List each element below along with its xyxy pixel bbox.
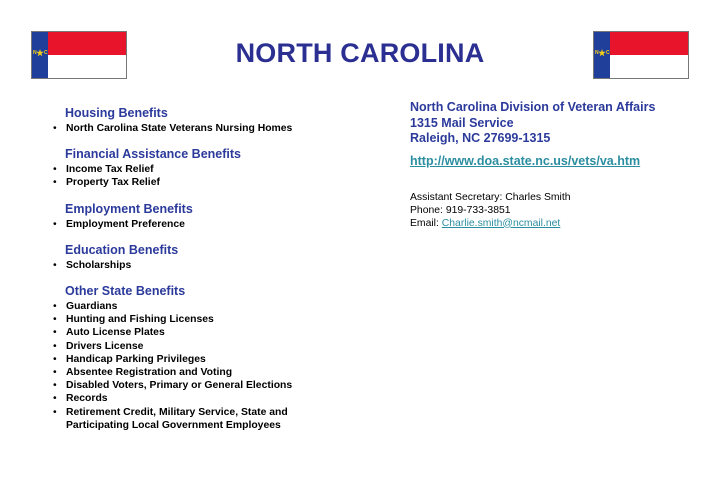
email-row (410, 217, 710, 230)
benefit-items (52, 300, 342, 432)
email-label: Email: (410, 217, 442, 229)
section-heading: Financial Assistance Benefits (65, 147, 241, 162)
contact-details (410, 191, 710, 230)
page-title: NORTH CAROLINA (235, 38, 485, 68)
benefit-item: • Records (52, 392, 342, 405)
benefit-item: • North Carolina State Veterans Nursing Homes (52, 122, 342, 135)
flag-red-stripe (610, 32, 688, 55)
benefit-section (52, 243, 342, 272)
benefit-item: • Drivers License (52, 340, 342, 353)
phone-number: Phone: 919-733-3851 (410, 204, 511, 216)
benefit-item: • Auto License Plates (52, 326, 342, 339)
secretary-name: Assistant Secretary: Charles Smith (410, 191, 571, 203)
benefit-item: • Absentee Registration and Voting (52, 366, 342, 379)
flag-letter-c: C (606, 50, 610, 56)
section-heading: Employment Benefits (65, 201, 193, 216)
benefit-item: • Disabled Voters, Primary or General Elections (52, 379, 342, 392)
benefit-section (52, 147, 342, 189)
office-name: North Carolina Division of Veteran Affairs (410, 100, 656, 114)
benefit-item: • Handicap Parking Privileges (52, 353, 342, 366)
flag-white-stripe (610, 55, 688, 78)
office-address-line2: Raleigh, NC 27699-1315 (410, 131, 551, 145)
benefit-item: • Hunting and Fishing Licenses (52, 313, 342, 326)
benefit-section (52, 202, 342, 231)
section-heading: Other State Benefits (65, 284, 186, 299)
benefit-item: • Income Tax Relief (52, 163, 342, 176)
benefit-items (52, 122, 342, 135)
benefit-items (52, 259, 342, 272)
benefit-item: • Scholarships (52, 259, 342, 272)
benefit-item: • Guardians (52, 300, 342, 313)
office-website-link[interactable]: http://www.doa.state.nc.us/vets/va.htm (410, 153, 641, 168)
benefits-list (52, 106, 342, 444)
flag-letter-c: C (44, 50, 48, 56)
flag-letter-n: N (595, 50, 599, 56)
section-heading: Housing Benefits (65, 106, 168, 120)
benefit-item: • Retirement Credit, Military Service, State and Participating Local Government Employees (52, 406, 342, 432)
contact-panel (410, 100, 710, 230)
benefit-section (52, 106, 342, 135)
section-heading: Education Benefits (65, 242, 179, 257)
benefit-section (52, 284, 342, 432)
benefit-item: • Property Tax Relief (52, 176, 342, 189)
nc-flag-right (593, 31, 689, 79)
benefit-item: • Employment Preference (52, 218, 342, 231)
flag-letter-n: N (33, 50, 37, 56)
email-link[interactable]: Charlie.smith@ncmail.net (441, 217, 561, 229)
benefit-items (52, 163, 342, 189)
office-address-line1: 1315 Mail Service (410, 115, 514, 130)
benefit-items (52, 218, 342, 231)
